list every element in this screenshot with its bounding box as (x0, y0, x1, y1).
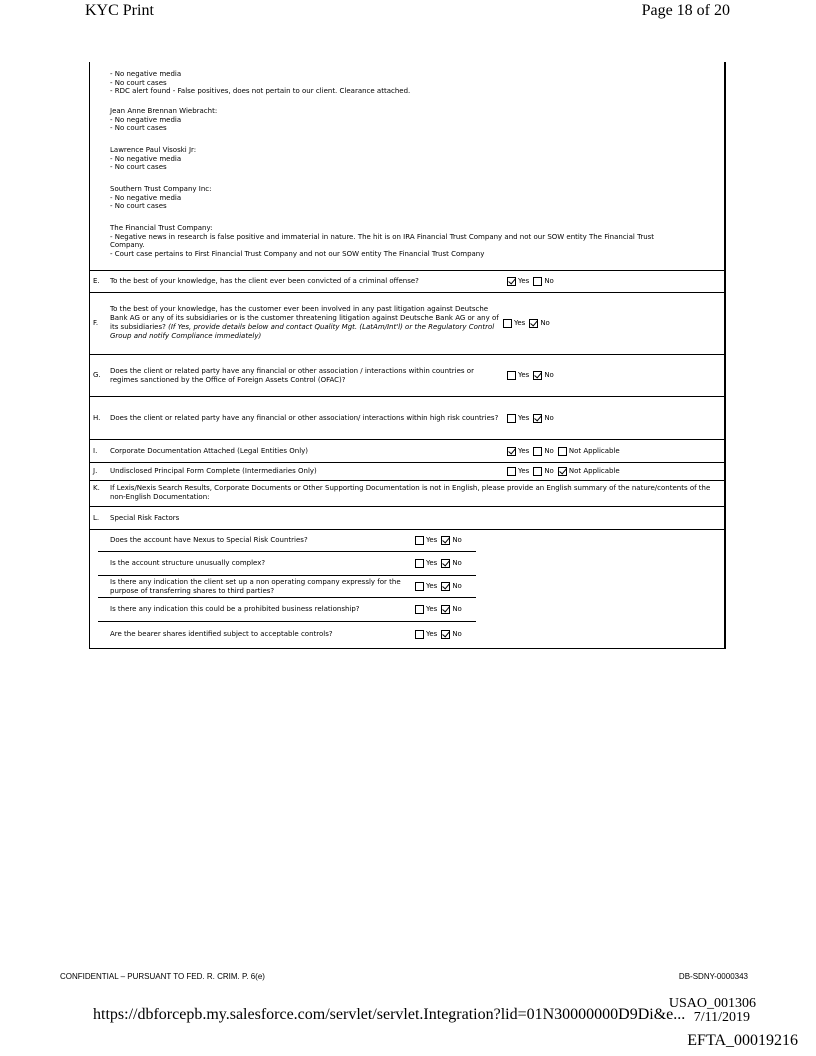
usao-number: USAO_001306 (668, 996, 756, 1011)
no-label: No (452, 536, 462, 544)
yes-checkbox[interactable] (415, 582, 424, 591)
question-row-g (90, 355, 724, 397)
note-line: Lawrence Paul Visoski Jr: (110, 146, 197, 154)
question-row-k (90, 481, 724, 507)
risk-factor-text: Are the bearer shares identified subject to acceptable controls? (110, 629, 333, 638)
yes-label: Yes (518, 371, 530, 379)
note-line: - Court case pertains to First Financial Trust Company and not our SOW entity The Financial Trust Company (110, 250, 485, 258)
yes-checkbox[interactable] (507, 467, 516, 476)
no-checkbox[interactable] (441, 559, 450, 568)
question-row-h (90, 397, 724, 440)
question-row-j (90, 463, 724, 481)
question-row-i (90, 440, 724, 463)
yes-checkbox[interactable] (507, 414, 516, 423)
efta-number: EFTA_00019216 (687, 1032, 798, 1049)
note-line: - No court cases (110, 124, 167, 132)
question-instruction: (If Yes, provide details below and contact Quality Mgt. (LatAm/Int'l) or the Regulatory Control Group and notify Compliance immediately) (110, 323, 495, 340)
no-label: No (540, 319, 550, 327)
no-label: No (452, 629, 462, 638)
risk-factor-text: Is the account structure unusually complex? (110, 559, 266, 567)
note-line: Company. (110, 241, 145, 249)
yes-checkbox[interactable] (415, 559, 424, 568)
source-url[interactable]: https://dbforcepb.my.salesforce.com/servlet/servlet.Integration?lid=01N30000000D9Di&e... (93, 1006, 686, 1023)
not-applicable-checkbox[interactable] (558, 467, 567, 476)
note-line: Jean Anne Brennan Wiebracht: (110, 107, 218, 115)
question-letter: K. (93, 484, 100, 492)
bates-number: DB-SDNY-0000343 (678, 972, 748, 981)
no-checkbox[interactable] (441, 536, 450, 545)
question-text: Undisclosed Principal Form Complete (Intermediaries Only) (110, 467, 317, 475)
yes-label: Yes (426, 559, 438, 567)
yes-label: Yes (426, 582, 438, 590)
no-label: No (452, 605, 462, 613)
question-letter: G. (93, 371, 101, 379)
note-line: - No court cases (110, 78, 167, 87)
no-checkbox[interactable] (441, 630, 450, 639)
question-letter: H. (93, 413, 101, 422)
no-checkbox[interactable] (533, 371, 542, 380)
no-checkbox[interactable] (533, 467, 542, 476)
question-letter: I. (93, 446, 98, 455)
no-label: No (544, 277, 554, 285)
not-applicable-checkbox[interactable] (558, 447, 567, 456)
no-label: No (452, 559, 462, 567)
no-checkbox[interactable] (441, 582, 450, 591)
no-label: No (544, 371, 554, 379)
no-label: No (452, 582, 462, 590)
note-line: Southern Trust Company Inc: (110, 185, 212, 193)
no-checkbox[interactable] (441, 605, 450, 614)
question-text: Does the client or related party have any financial or other association/ interactions within high risk countries? (110, 413, 499, 422)
yes-label: Yes (514, 319, 526, 327)
yes-checkbox[interactable] (415, 605, 424, 614)
yes-label: Yes (518, 277, 530, 285)
question-text: Special Risk Factors (110, 513, 180, 522)
risk-factor-row (98, 552, 476, 576)
question-text: Does the client or related party have any financial or other association / interactions within countries or regimes sanctioned by the Office of Foreign Assets Control (OFAC)? (110, 366, 474, 384)
note-line: - No negative media (110, 193, 182, 202)
question-letter: L. (93, 513, 100, 522)
print-header-title: KYC Print (85, 2, 154, 19)
yes-checkbox[interactable] (507, 277, 516, 286)
note-line: - No court cases (110, 202, 167, 210)
question-letter: E. (93, 277, 100, 285)
note-line: The Financial Trust Company: (110, 224, 213, 232)
question-text: Corporate Documentation Attached (Legal Entities Only) (110, 446, 309, 455)
question-text: If Lexis/Nexis Search Results, Corporate Documents or Other Supporting Documentation is not in English, please provide an English summary of the nature/contents of the non-English Documentation: (110, 484, 711, 501)
risk-factor-text: Is there any indication the client set up a non operating company expressly for the purpose of transferring shares to third parties? (110, 577, 401, 595)
question-text: To the best of your knowledge, has the client ever been convicted of a criminal offense? (110, 277, 419, 285)
no-checkbox[interactable] (529, 319, 538, 328)
yes-checkbox[interactable] (507, 447, 516, 456)
note-line: - RDC alert found - False positives, does not pertain to our client. Clearance attached. (110, 87, 411, 95)
yes-checkbox[interactable] (503, 319, 512, 328)
risk-factor-row (98, 598, 476, 622)
print-date: 7/11/2019 (693, 1010, 750, 1025)
note-line: - No negative media (110, 154, 182, 163)
question-letter: J. (93, 467, 98, 475)
question-row-f (90, 293, 724, 355)
page-number: Page 18 of 20 (641, 2, 730, 19)
no-checkbox[interactable] (533, 414, 542, 423)
yes-checkbox[interactable] (507, 371, 516, 380)
yes-label: Yes (426, 536, 438, 544)
risk-factor-row (98, 622, 476, 646)
note-line: - No negative media (110, 115, 182, 124)
question-row-l (90, 507, 724, 530)
yes-checkbox[interactable] (415, 630, 424, 639)
risk-factor-text: Does the account have Nexus to Special Risk Countries? (110, 536, 308, 544)
no-label: No (544, 467, 554, 475)
no-checkbox[interactable] (533, 277, 542, 286)
note-line: - No court cases (110, 163, 167, 171)
risk-factor-row (98, 530, 476, 552)
question-letter: F. (93, 319, 99, 327)
risk-factor-text: Is there any indication this could be a prohibited business relationship? (110, 605, 360, 613)
confidential-notice: CONFIDENTIAL – PURSUANT TO FED. R. CRIM. P. 6(e) (60, 972, 265, 981)
yes-label: Yes (426, 605, 438, 613)
yes-label: Yes (426, 629, 438, 638)
question-row-e (90, 271, 724, 293)
no-label: No (544, 446, 554, 455)
yes-label: Yes (518, 413, 530, 422)
yes-label: Yes (518, 467, 530, 475)
yes-label: Yes (518, 446, 530, 455)
not-applicable-label: Not Applicable (568, 446, 620, 455)
question-text: To the best of your knowledge, has the customer ever been involved in any past litigation against Deutsche Bank AG or any of its subsidiaries or is the customer threatening litigation against Deutsche Bank AG or any of its subsidiaries? (110, 305, 499, 331)
risk-factor-row (98, 576, 476, 598)
note-line: - No negative media (110, 70, 182, 78)
yes-checkbox[interactable] (415, 536, 424, 545)
not-applicable-label: Not Applicable (568, 467, 620, 475)
no-label: No (544, 413, 554, 422)
no-checkbox[interactable] (533, 447, 542, 456)
kyc-form-panel (89, 62, 726, 649)
note-line: - Negative news in research is false positive and immaterial in nature. The hit is on IRA Financial Trust Company and not our SOW entity The Financial Trust (110, 232, 655, 241)
